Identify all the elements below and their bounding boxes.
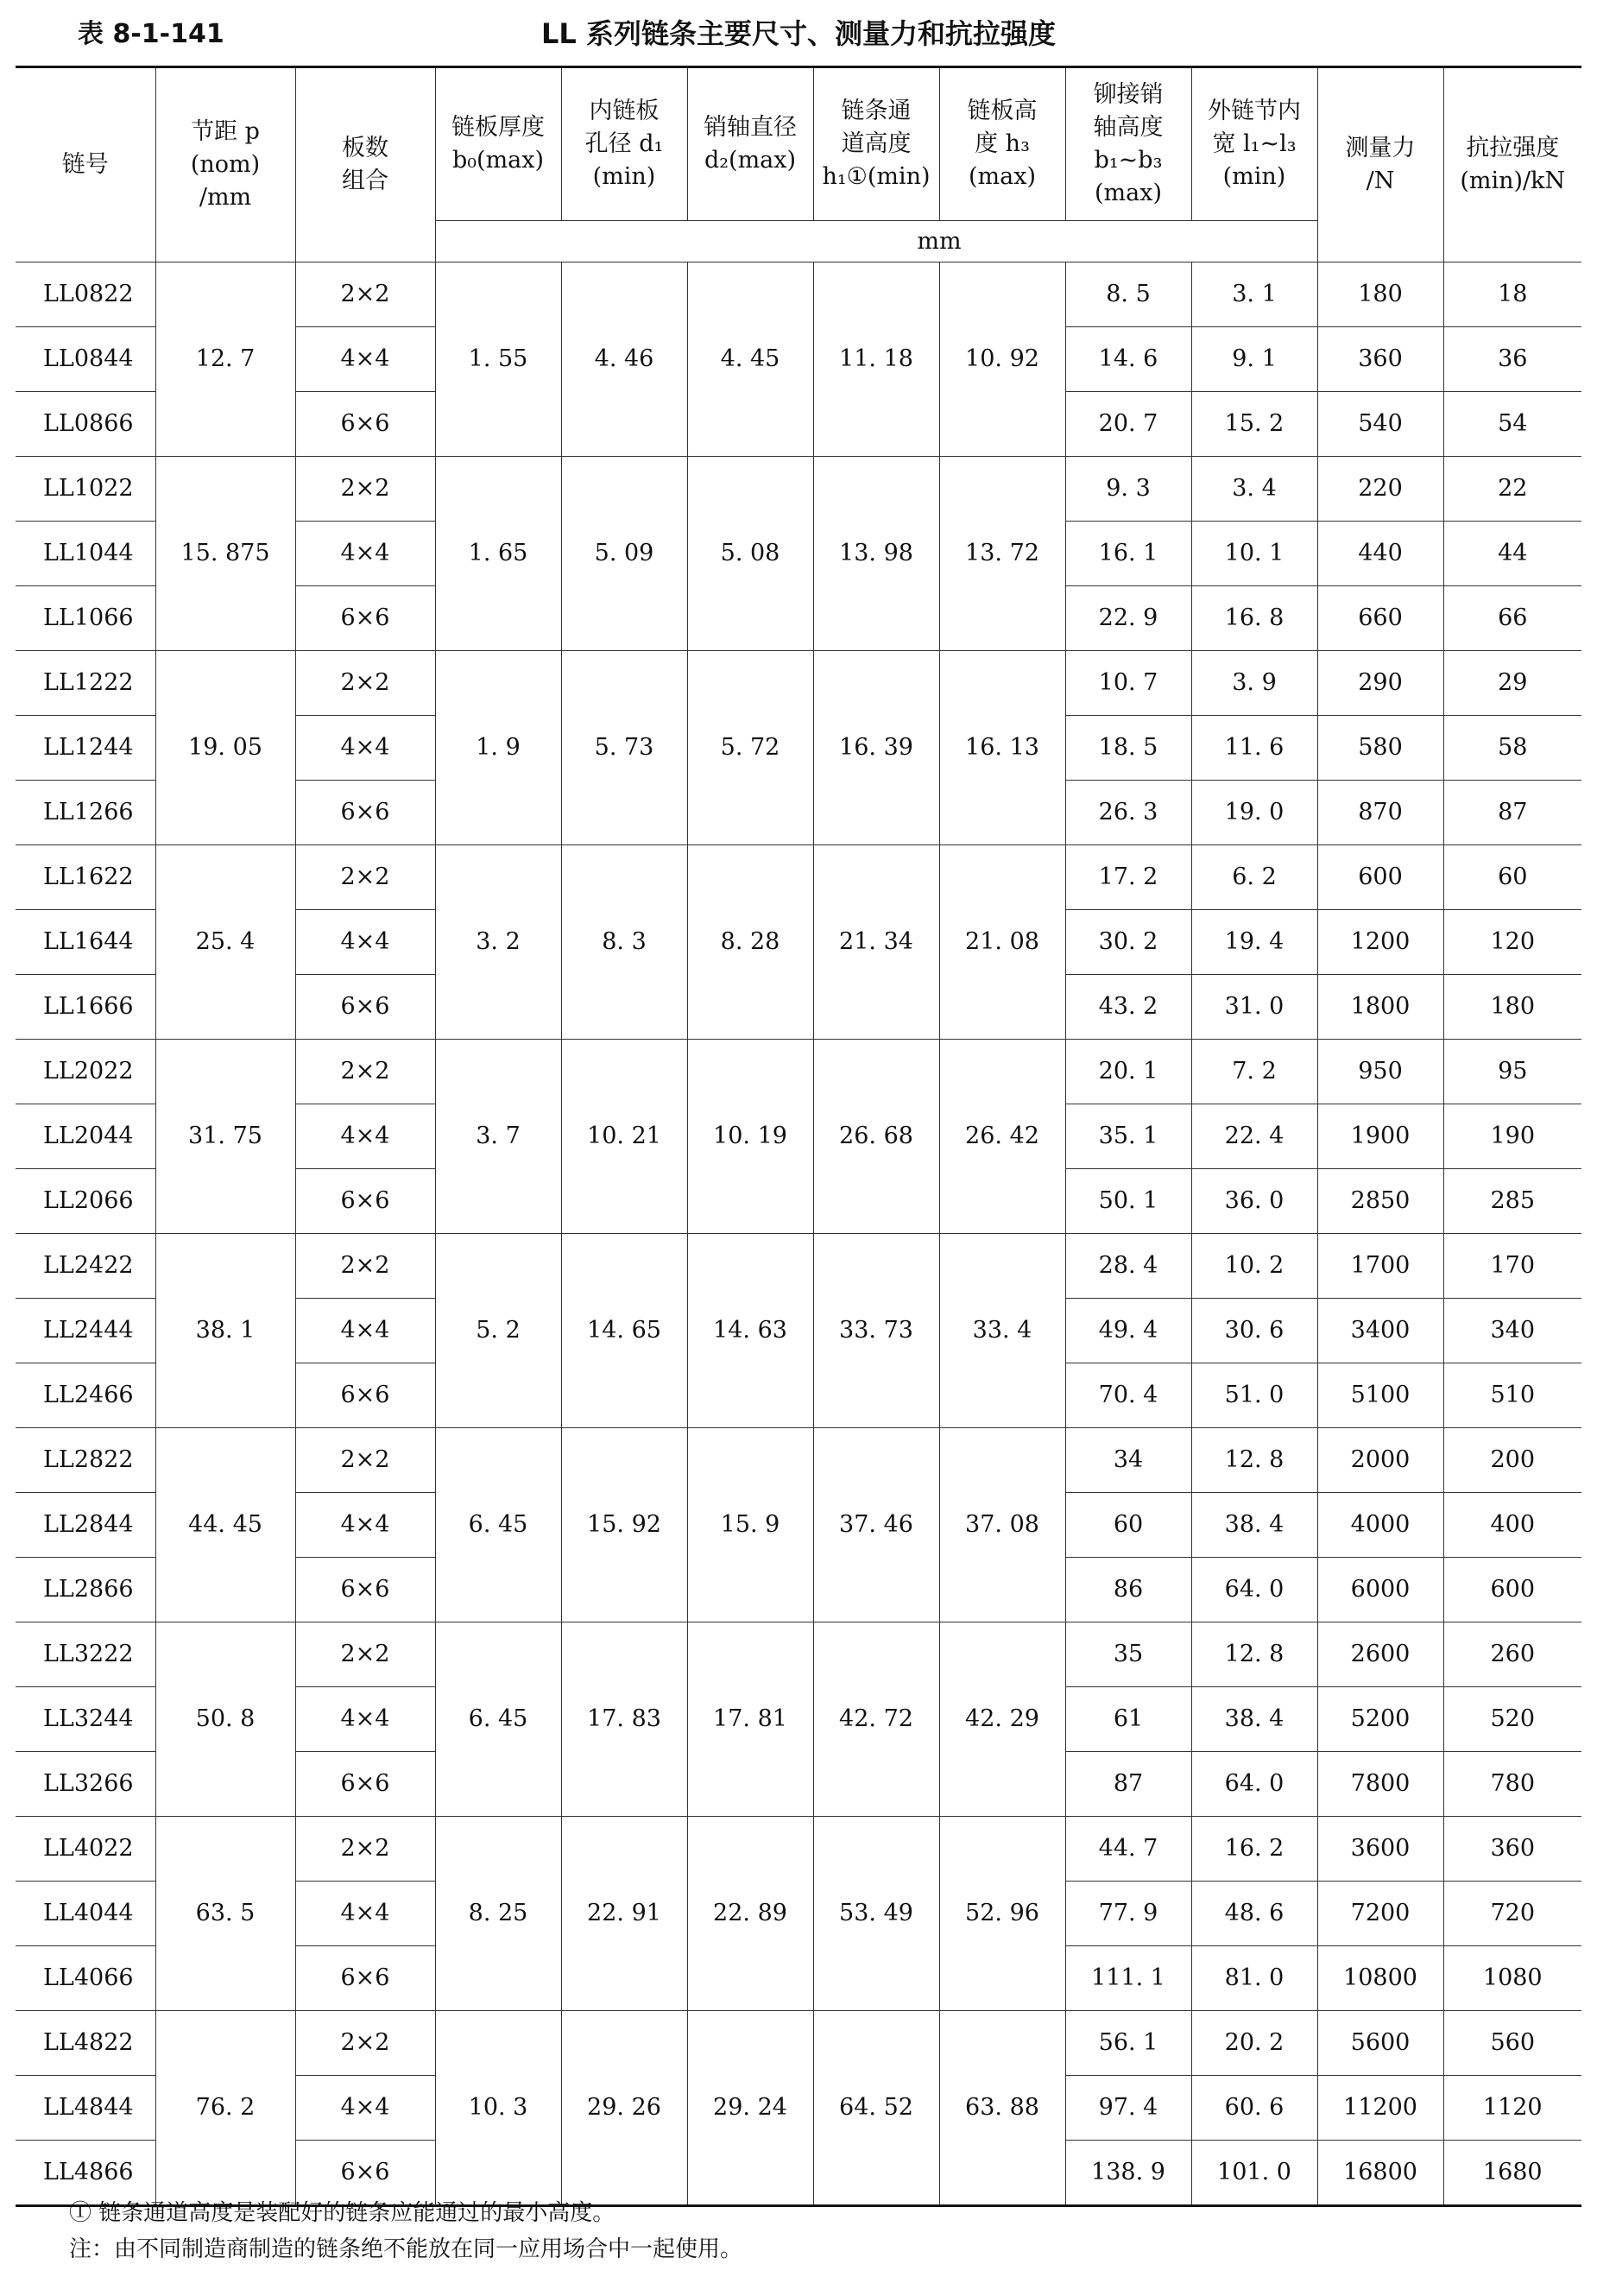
rivet-height-value: 9. 3 <box>1065 457 1191 522</box>
inner-hole-value: 22. 91 <box>561 1817 687 2011</box>
channel-height-value: 21. 34 <box>813 845 939 1040</box>
header-channel-height: 链条通 道高度 h₁①(min) <box>813 67 939 221</box>
pin-diameter-value: 5. 72 <box>687 651 813 845</box>
chain-number: LL4844 <box>16 2076 155 2141</box>
outer-width-value: 6. 2 <box>1191 845 1317 910</box>
inner-hole-value: 5. 73 <box>561 651 687 845</box>
rivet-height-value: 16. 1 <box>1065 522 1191 586</box>
plate-height-value: 63. 88 <box>939 2011 1065 2206</box>
channel-height-value: 16. 39 <box>813 651 939 845</box>
plate-combination: 4×4 <box>295 1687 435 1752</box>
header-measure-force: 测量力 /N <box>1317 67 1443 262</box>
header-pin-diameter: 销轴直径 d₂(max) <box>687 67 813 221</box>
chain-number: LL1222 <box>16 651 155 716</box>
outer-width-value: 64. 0 <box>1191 1752 1317 1817</box>
tensile-strength-value: 87 <box>1443 781 1581 845</box>
table-row <box>16 1622 1581 1687</box>
rivet-height-value: 18. 5 <box>1065 716 1191 781</box>
chain-number: LL4066 <box>16 1946 155 2011</box>
tensile-strength-value: 510 <box>1443 1363 1581 1428</box>
rivet-height-value: 50. 1 <box>1065 1169 1191 1234</box>
header-pitch: 节距 p (nom) /mm <box>155 67 295 262</box>
plate-combination: 4×4 <box>295 1882 435 1946</box>
table-row <box>16 1817 1581 1882</box>
chain-number: LL1066 <box>16 586 155 651</box>
tensile-strength-value: 720 <box>1443 1882 1581 1946</box>
tensile-strength-value: 340 <box>1443 1299 1581 1363</box>
plate-combination: 4×4 <box>295 327 435 392</box>
plate-height-value: 37. 08 <box>939 1428 1065 1622</box>
tensile-strength-value: 360 <box>1443 1817 1581 1882</box>
plate-thickness-value: 1. 65 <box>435 457 561 651</box>
outer-width-value: 12. 8 <box>1191 1622 1317 1687</box>
plate-combination: 6×6 <box>295 392 435 457</box>
measure-force-value: 5600 <box>1317 2011 1443 2076</box>
chain-number: LL1266 <box>16 781 155 845</box>
measure-force-value: 290 <box>1317 651 1443 716</box>
plate-combination: 2×2 <box>295 457 435 522</box>
tensile-strength-value: 1120 <box>1443 2076 1581 2141</box>
pin-diameter-value: 5. 08 <box>687 457 813 651</box>
outer-width-value: 51. 0 <box>1191 1363 1317 1428</box>
tensile-strength-value: 22 <box>1443 457 1581 522</box>
header-inner-hole: 内链板 孔径 d₁ (min) <box>561 67 687 221</box>
inner-hole-value: 5. 09 <box>561 457 687 651</box>
channel-height-value: 26. 68 <box>813 1040 939 1234</box>
rivet-height-value: 43. 2 <box>1065 975 1191 1040</box>
plate-combination: 2×2 <box>295 845 435 910</box>
measure-force-value: 360 <box>1317 327 1443 392</box>
outer-width-value: 81. 0 <box>1191 1946 1317 2011</box>
header-plate-height: 链板高 度 h₃ (max) <box>939 67 1065 221</box>
chain-number: LL3266 <box>16 1752 155 1817</box>
tensile-strength-value: 180 <box>1443 975 1581 1040</box>
rivet-height-value: 61 <box>1065 1687 1191 1752</box>
chain-number: LL0844 <box>16 327 155 392</box>
chain-number: LL1622 <box>16 845 155 910</box>
chain-number: LL4822 <box>16 2011 155 2076</box>
pitch-value: 38. 1 <box>155 1234 295 1428</box>
chain-number: LL2822 <box>16 1428 155 1493</box>
measure-force-value: 660 <box>1317 586 1443 651</box>
chain-number: LL2444 <box>16 1299 155 1363</box>
rivet-height-value: 30. 2 <box>1065 910 1191 975</box>
tensile-strength-value: 285 <box>1443 1169 1581 1234</box>
plate-combination: 4×4 <box>295 522 435 586</box>
footnote-channel-height: ① 链条通道高度是装配好的链条应能通过的最小高度。 <box>69 2200 615 2226</box>
pitch-value: 44. 45 <box>155 1428 295 1622</box>
plate-combination: 6×6 <box>295 1363 435 1428</box>
plate-combination: 6×6 <box>295 1558 435 1622</box>
plate-combination: 6×6 <box>295 586 435 651</box>
header-tensile-strength: 抗拉强度 (min)/kN <box>1443 67 1581 262</box>
chain-number: LL2866 <box>16 1558 155 1622</box>
outer-width-value: 38. 4 <box>1191 1687 1317 1752</box>
plate-height-value: 26. 42 <box>939 1040 1065 1234</box>
plate-combination: 6×6 <box>295 2141 435 2206</box>
header-outer-width: 外链节内 宽 l₁~l₃ (min) <box>1191 67 1317 221</box>
inner-hole-value: 10. 21 <box>561 1040 687 1234</box>
measure-force-value: 2000 <box>1317 1428 1443 1493</box>
measure-force-value: 580 <box>1317 716 1443 781</box>
footnote-manufacturer: 注：由不同制造商制造的链条绝不能放在同一应用场合中一起使用。 <box>69 2236 743 2262</box>
plate-thickness-value: 3. 7 <box>435 1040 561 1234</box>
outer-width-value: 22. 4 <box>1191 1104 1317 1169</box>
plate-combination: 2×2 <box>295 1428 435 1493</box>
measure-force-value: 7200 <box>1317 1882 1443 1946</box>
tensile-strength-value: 120 <box>1443 910 1581 975</box>
tensile-strength-value: 1080 <box>1443 1946 1581 2011</box>
plate-thickness-value: 6. 45 <box>435 1428 561 1622</box>
tensile-strength-value: 600 <box>1443 1558 1581 1622</box>
chain-number: LL1022 <box>16 457 155 522</box>
plate-combination: 4×4 <box>295 716 435 781</box>
chain-number: LL0822 <box>16 262 155 327</box>
plate-height-value: 21. 08 <box>939 845 1065 1040</box>
pitch-value: 63. 5 <box>155 1817 295 2011</box>
pin-diameter-value: 8. 28 <box>687 845 813 1040</box>
outer-width-value: 19. 4 <box>1191 910 1317 975</box>
outer-width-value: 10. 2 <box>1191 1234 1317 1299</box>
rivet-height-value: 49. 4 <box>1065 1299 1191 1363</box>
plate-combination: 2×2 <box>295 2011 435 2076</box>
tensile-strength-value: 95 <box>1443 1040 1581 1104</box>
outer-width-value: 3. 1 <box>1191 262 1317 327</box>
measure-force-value: 1800 <box>1317 975 1443 1040</box>
rivet-height-value: 17. 2 <box>1065 845 1191 910</box>
outer-width-value: 36. 0 <box>1191 1169 1317 1234</box>
plate-height-value: 52. 96 <box>939 1817 1065 2011</box>
chain-number: LL1666 <box>16 975 155 1040</box>
plate-thickness-value: 3. 2 <box>435 845 561 1040</box>
channel-height-value: 33. 73 <box>813 1234 939 1428</box>
chain-number: LL4044 <box>16 1882 155 1946</box>
plate-combination: 4×4 <box>295 910 435 975</box>
plate-combination: 2×2 <box>295 262 435 327</box>
rivet-height-value: 28. 4 <box>1065 1234 1191 1299</box>
measure-force-value: 5100 <box>1317 1363 1443 1428</box>
measure-force-value: 2850 <box>1317 1169 1443 1234</box>
rivet-height-value: 35. 1 <box>1065 1104 1191 1169</box>
pin-diameter-value: 14. 63 <box>687 1234 813 1428</box>
tensile-strength-value: 60 <box>1443 845 1581 910</box>
plate-combination: 6×6 <box>295 1946 435 2011</box>
rivet-height-value: 138. 9 <box>1065 2141 1191 2206</box>
header-unit-mm: mm <box>435 221 1443 262</box>
pin-diameter-value: 15. 9 <box>687 1428 813 1622</box>
plate-combination: 6×6 <box>295 781 435 845</box>
chain-number: LL4866 <box>16 2141 155 2206</box>
plate-thickness-value: 6. 45 <box>435 1622 561 1817</box>
chain-number: LL1244 <box>16 716 155 781</box>
pitch-value: 12. 7 <box>155 262 295 457</box>
plate-thickness-value: 5. 2 <box>435 1234 561 1428</box>
measure-force-value: 1900 <box>1317 1104 1443 1169</box>
table-title: LL 系列链条主要尺寸、测量力和抗拉强度 <box>541 17 1056 50</box>
measure-force-value: 180 <box>1317 262 1443 327</box>
tensile-strength-value: 44 <box>1443 522 1581 586</box>
measure-force-value: 5200 <box>1317 1687 1443 1752</box>
measure-force-value: 7800 <box>1317 1752 1443 1817</box>
rivet-height-value: 35 <box>1065 1622 1191 1687</box>
plate-height-value: 33. 4 <box>939 1234 1065 1428</box>
rivet-height-value: 26. 3 <box>1065 781 1191 845</box>
plate-thickness-value: 8. 25 <box>435 1817 561 2011</box>
measure-force-value: 4000 <box>1317 1493 1443 1558</box>
plate-combination: 2×2 <box>295 651 435 716</box>
chain-number: LL2466 <box>16 1363 155 1428</box>
plate-combination: 2×2 <box>295 1622 435 1687</box>
pitch-value: 25. 4 <box>155 845 295 1040</box>
rivet-height-value: 86 <box>1065 1558 1191 1622</box>
outer-width-value: 48. 6 <box>1191 1882 1317 1946</box>
plate-combination: 6×6 <box>295 1169 435 1234</box>
plate-combination: 2×2 <box>295 1040 435 1104</box>
table-row <box>16 1234 1581 1299</box>
tensile-strength-value: 18 <box>1443 262 1581 327</box>
measure-force-value: 870 <box>1317 781 1443 845</box>
rivet-height-value: 10. 7 <box>1065 651 1191 716</box>
outer-width-value: 12. 8 <box>1191 1428 1317 1493</box>
measure-force-value: 2600 <box>1317 1622 1443 1687</box>
plate-height-value: 13. 72 <box>939 457 1065 651</box>
pin-diameter-value: 29. 24 <box>687 2011 813 2206</box>
outer-width-value: 16. 2 <box>1191 1817 1317 1882</box>
footnotes <box>69 2195 742 2268</box>
chain-number: LL1044 <box>16 522 155 586</box>
chain-number: LL2066 <box>16 1169 155 1234</box>
rivet-height-value: 22. 9 <box>1065 586 1191 651</box>
channel-height-value: 11. 18 <box>813 262 939 457</box>
pitch-value: 31. 75 <box>155 1040 295 1234</box>
title-row <box>16 12 1581 57</box>
inner-hole-value: 15. 92 <box>561 1428 687 1622</box>
outer-width-value: 11. 6 <box>1191 716 1317 781</box>
plate-thickness-value: 1. 55 <box>435 262 561 457</box>
header-chain-no: 链号 <box>16 67 155 262</box>
channel-height-value: 64. 52 <box>813 2011 939 2206</box>
plate-height-value: 10. 92 <box>939 262 1065 457</box>
measure-force-value: 1200 <box>1317 910 1443 975</box>
tensile-strength-value: 170 <box>1443 1234 1581 1299</box>
rivet-height-value: 20. 7 <box>1065 392 1191 457</box>
table-row <box>16 2011 1581 2076</box>
pitch-value: 76. 2 <box>155 2011 295 2206</box>
plate-combination: 2×2 <box>295 1817 435 1882</box>
pitch-value: 19. 05 <box>155 651 295 845</box>
tensile-strength-value: 36 <box>1443 327 1581 392</box>
rivet-height-value: 77. 9 <box>1065 1882 1191 1946</box>
inner-hole-value: 29. 26 <box>561 2011 687 2206</box>
plate-combination: 6×6 <box>295 975 435 1040</box>
outer-width-value: 64. 0 <box>1191 1558 1317 1622</box>
tensile-strength-value: 780 <box>1443 1752 1581 1817</box>
plate-height-value: 16. 13 <box>939 651 1065 845</box>
measure-force-value: 950 <box>1317 1040 1443 1104</box>
table-body <box>16 262 1581 2206</box>
tensile-strength-value: 29 <box>1443 651 1581 716</box>
chain-number: LL2044 <box>16 1104 155 1169</box>
rivet-height-value: 56. 1 <box>1065 2011 1191 2076</box>
table-row <box>16 457 1581 522</box>
inner-hole-value: 14. 65 <box>561 1234 687 1428</box>
outer-width-value: 31. 0 <box>1191 975 1317 1040</box>
chain-number: LL0866 <box>16 392 155 457</box>
tensile-strength-value: 200 <box>1443 1428 1581 1493</box>
chain-spec-table <box>16 66 1581 2207</box>
tensile-strength-value: 58 <box>1443 716 1581 781</box>
table-row <box>16 262 1581 327</box>
outer-width-value: 20. 2 <box>1191 2011 1317 2076</box>
measure-force-value: 6000 <box>1317 1558 1443 1622</box>
plate-thickness-value: 1. 9 <box>435 651 561 845</box>
outer-width-value: 10. 1 <box>1191 522 1317 586</box>
table-number: 表 8-1-141 <box>78 19 224 49</box>
inner-hole-value: 4. 46 <box>561 262 687 457</box>
outer-width-value: 30. 6 <box>1191 1299 1317 1363</box>
channel-height-value: 42. 72 <box>813 1622 939 1817</box>
plate-combination: 6×6 <box>295 1752 435 1817</box>
outer-width-value: 3. 9 <box>1191 651 1317 716</box>
channel-height-value: 37. 46 <box>813 1428 939 1622</box>
channel-height-value: 53. 49 <box>813 1817 939 2011</box>
outer-width-value: 19. 0 <box>1191 781 1317 845</box>
channel-height-value: 13. 98 <box>813 457 939 651</box>
measure-force-value: 600 <box>1317 845 1443 910</box>
tensile-strength-value: 54 <box>1443 392 1581 457</box>
tensile-strength-value: 520 <box>1443 1687 1581 1752</box>
pin-diameter-value: 17. 81 <box>687 1622 813 1817</box>
tensile-strength-value: 400 <box>1443 1493 1581 1558</box>
header-rivet-height: 铆接销 轴高度 b₁~b₃ (max) <box>1065 67 1191 221</box>
table-header <box>16 67 1581 262</box>
outer-width-value: 7. 2 <box>1191 1040 1317 1104</box>
plate-thickness-value: 10. 3 <box>435 2011 561 2206</box>
chain-number: LL1644 <box>16 910 155 975</box>
chain-number: LL2422 <box>16 1234 155 1299</box>
table-row <box>16 1040 1581 1104</box>
tensile-strength-value: 66 <box>1443 586 1581 651</box>
pin-diameter-value: 22. 89 <box>687 1817 813 2011</box>
chain-number: LL4022 <box>16 1817 155 1882</box>
pin-diameter-value: 4. 45 <box>687 262 813 457</box>
plate-height-value: 42. 29 <box>939 1622 1065 1817</box>
measure-force-value: 16800 <box>1317 2141 1443 2206</box>
chain-number: LL3244 <box>16 1687 155 1752</box>
plate-combination: 2×2 <box>295 1234 435 1299</box>
outer-width-value: 101. 0 <box>1191 2141 1317 2206</box>
chain-number: LL2022 <box>16 1040 155 1104</box>
chain-number: LL2844 <box>16 1493 155 1558</box>
rivet-height-value: 20. 1 <box>1065 1040 1191 1104</box>
plate-combination: 4×4 <box>295 1299 435 1363</box>
tensile-strength-value: 1680 <box>1443 2141 1581 2206</box>
measure-force-value: 440 <box>1317 522 1443 586</box>
outer-width-value: 16. 8 <box>1191 586 1317 651</box>
rivet-height-value: 87 <box>1065 1752 1191 1817</box>
outer-width-value: 38. 4 <box>1191 1493 1317 1558</box>
rivet-height-value: 97. 4 <box>1065 2076 1191 2141</box>
table-row <box>16 651 1581 716</box>
inner-hole-value: 17. 83 <box>561 1622 687 1817</box>
measure-force-value: 10800 <box>1317 1946 1443 2011</box>
rivet-height-value: 14. 6 <box>1065 327 1191 392</box>
rivet-height-value: 60 <box>1065 1493 1191 1558</box>
tensile-strength-value: 560 <box>1443 2011 1581 2076</box>
plate-combination: 4×4 <box>295 2076 435 2141</box>
outer-width-value: 9. 1 <box>1191 327 1317 392</box>
rivet-height-value: 44. 7 <box>1065 1817 1191 1882</box>
plate-combination: 4×4 <box>295 1493 435 1558</box>
measure-force-value: 11200 <box>1317 2076 1443 2141</box>
measure-force-value: 3400 <box>1317 1299 1443 1363</box>
measure-force-value: 3600 <box>1317 1817 1443 1882</box>
table-row <box>16 845 1581 910</box>
header-plates: 板数 组合 <box>295 67 435 262</box>
pitch-value: 15. 875 <box>155 457 295 651</box>
outer-width-value: 60. 6 <box>1191 2076 1317 2141</box>
plate-combination: 4×4 <box>295 1104 435 1169</box>
outer-width-value: 3. 4 <box>1191 457 1317 522</box>
table-row <box>16 1428 1581 1493</box>
pin-diameter-value: 10. 19 <box>687 1040 813 1234</box>
pitch-value: 50. 8 <box>155 1622 295 1817</box>
measure-force-value: 220 <box>1317 457 1443 522</box>
header-plate-thickness: 链板厚度 b₀(max) <box>435 67 561 221</box>
tensile-strength-value: 190 <box>1443 1104 1581 1169</box>
rivet-height-value: 8. 5 <box>1065 262 1191 327</box>
measure-force-value: 540 <box>1317 392 1443 457</box>
inner-hole-value: 8. 3 <box>561 845 687 1040</box>
outer-width-value: 15. 2 <box>1191 392 1317 457</box>
tensile-strength-value: 260 <box>1443 1622 1581 1687</box>
measure-force-value: 1700 <box>1317 1234 1443 1299</box>
chain-number: LL3222 <box>16 1622 155 1687</box>
rivet-height-value: 70. 4 <box>1065 1363 1191 1428</box>
rivet-height-value: 34 <box>1065 1428 1191 1493</box>
rivet-height-value: 111. 1 <box>1065 1946 1191 2011</box>
